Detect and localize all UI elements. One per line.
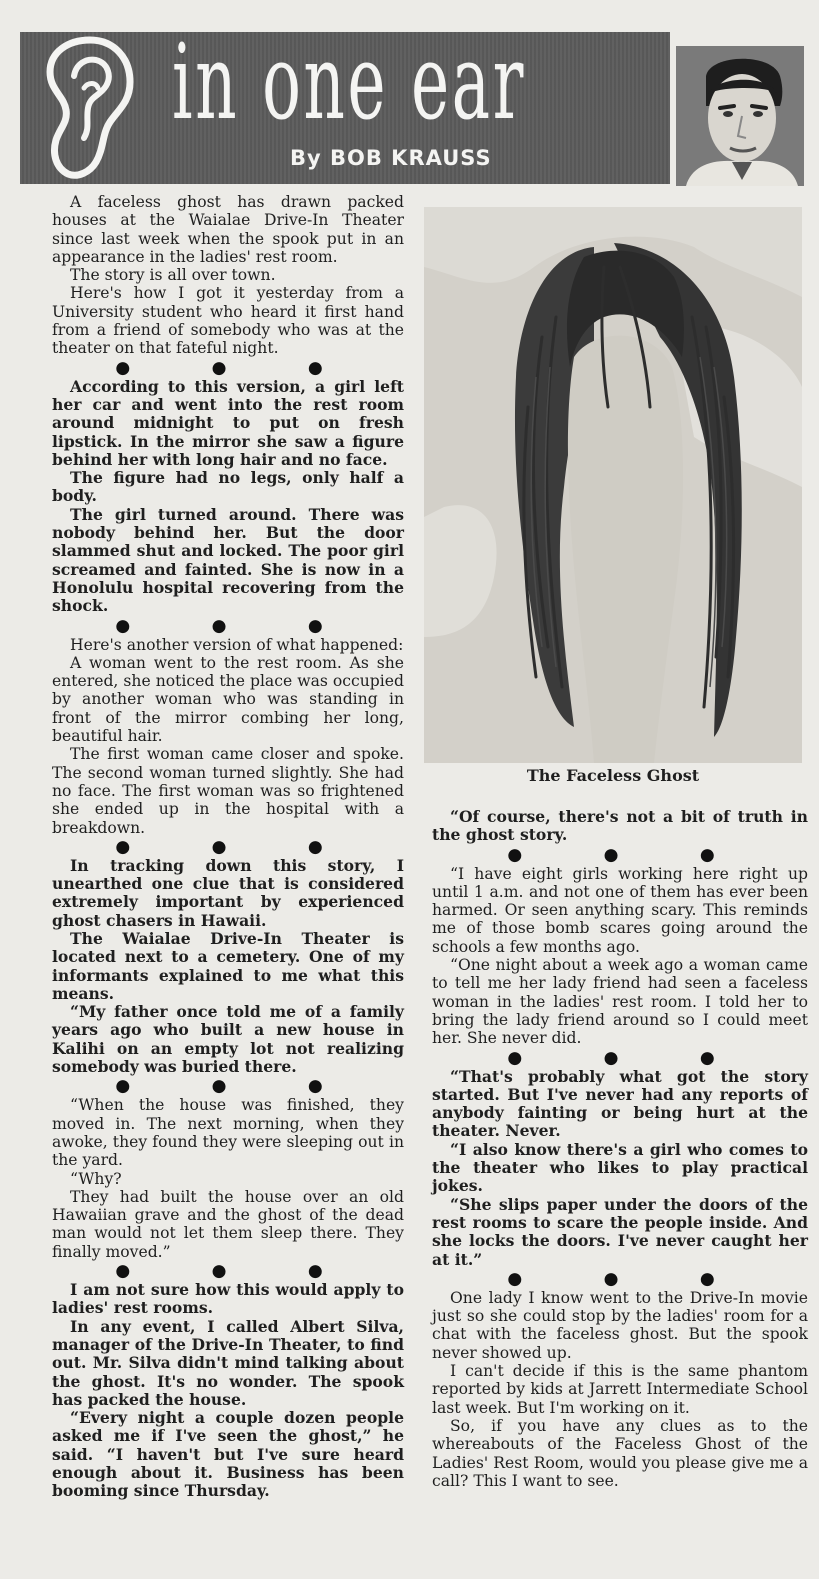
byline: By BOB KRAUSS [290, 146, 492, 170]
article-paragraph: “My father once told me of a family years ago who built a new house in Kalihi on an empty lot not realizing somebody was buried there. [52, 1002, 404, 1077]
column-title: in one ear [172, 21, 526, 143]
article-paragraph: The figure had no legs, only half a body. [52, 468, 404, 506]
section-separator-dots: ● ● ● [115, 1076, 361, 1097]
section-separator-dots: ● ● ● [115, 357, 361, 378]
section-separator-dots: ● ● ● [115, 615, 361, 636]
article-paragraph: “I have eight girls working here right up until 1 a.m. and not one of them has ever been harmed. Or seen anything scary. This reminds me of those bomb scares going around the schools a few months ago. [432, 864, 808, 956]
ear-icon [38, 36, 138, 182]
section-separator-dots: ● ● ● [507, 1268, 753, 1289]
article-paragraph: “Why? [70, 1169, 122, 1188]
article-paragraph: The first woman came closer and spoke. The second woman turned slightly. She had no face. The first woman was so frightened she ended up in the hospital with a breakdown. [52, 745, 404, 837]
article-paragraph: “I also know there's a girl who comes to the theater who likes to play practical jokes. [432, 1139, 808, 1196]
article-paragraph: The girl turned around. There was nobody behind her. But the door slammed shut and locked. The poor girl screamed and fainted. She is now in a Honolulu hospital recovering from the shock. [52, 504, 404, 616]
article-paragraph: One lady I know went to the Drive-In movie just so she could stop by the ladies' room for a chat with the faceless ghost. But the spook never showed up. [432, 1288, 808, 1362]
section-separator-dots: ● ● ● [507, 1047, 753, 1068]
photo-caption: The Faceless Ghost [526, 766, 700, 785]
article-paragraph: “Of course, there's not a bit of truth in the ghost story. [432, 807, 808, 845]
article-paragraph: The story is all over town. [70, 266, 276, 285]
right-text-column [432, 808, 808, 1490]
section-separator-dots: ● ● ● [115, 836, 361, 857]
article-paragraph: According to this version, a girl left her car and went into the rest room around midnight to put on fresh lipstick. In the mirror she saw a figure behind her with long hair and no face. [52, 376, 404, 469]
left-text-column [52, 193, 404, 1501]
article-paragraph: So, if you have any clues as to the whereabouts of the Faceless Ghost of the Ladies' Rest Room, would you please give me a call? This I want to see. [432, 1416, 808, 1490]
article-paragraph: “One night about a week ago a woman came to tell me her lady friend had seen a faceless woman in the ladies' rest room. I told her to bring the lady friend around so I could meet her. She never did. [432, 956, 808, 1048]
article-paragraph: A faceless ghost has drawn packed houses at the Waialae Drive-In Theater since last week when the spook put in an appearance in the ladies' rest room. [52, 193, 404, 266]
author-portrait-drawing [676, 46, 804, 186]
article-paragraph: Here's another version of what happened: [70, 635, 404, 654]
author-portrait [676, 46, 804, 186]
column-masthead [20, 21, 670, 184]
faceless-ghost-photo [424, 207, 802, 763]
article-paragraph: In any event, I called Albert Silva, manager of the Drive-In Theater, to find out. Mr. Silva didn't mind talking about the ghost. It's no wonder. The spook has packed the house. [52, 1316, 404, 1409]
article-paragraph: They had built the house over an old Hawaiian grave and the ghost of the dead man would not let them sleep there. They finally moved.” [52, 1187, 404, 1261]
article-paragraph: Here's how I got it yesterday from a University student who heard it first hand from a friend of somebody who was at the theater on that fateful night. [52, 284, 404, 358]
article-paragraph: I am not sure how this would apply to ladies' rest rooms. [52, 1280, 404, 1318]
section-separator-dots: ● ● ● [115, 1261, 361, 1282]
article-paragraph: A woman went to the rest room. As she entered, she noticed the place was occupied by another woman who was standing in front of the mirror combing her long, beautiful hair. [52, 653, 404, 746]
article-paragraph: The Waialae Drive-In Theater is located next to a cemetery. One of my informants explained to me what this means. [52, 928, 404, 1003]
article-paragraph: I can't decide if this is the same phantom reported by kids at Jarrett Intermediate School last week. But I'm working on it. [432, 1362, 808, 1417]
faceless-ghost-illustration [424, 207, 802, 763]
article-paragraph: “That's probably what got the story started. But I've never had any reports of anybody fainting or being hurt at the theater. Never. [432, 1066, 808, 1141]
article-paragraph: “When the house was finished, they moved in. The next morning, when they awoke, they found they were sleeping out in the yard. [52, 1096, 404, 1170]
section-separator-dots: ● ● ● [507, 844, 753, 865]
article-paragraph: “She slips paper under the doors of the rest rooms to scare the people inside. And she locks the doors. I've never caught her at it.” [432, 1194, 808, 1269]
article-paragraph: In tracking down this story, I unearthed one clue that is considered extremely important by experienced ghost chasers in Hawaii. [52, 855, 404, 930]
article-paragraph: “Every night a couple dozen people asked me if I've seen the ghost,” he said. “I haven't but I've sure heard enough about it. Business has been booming since Thursday. [52, 1408, 404, 1501]
